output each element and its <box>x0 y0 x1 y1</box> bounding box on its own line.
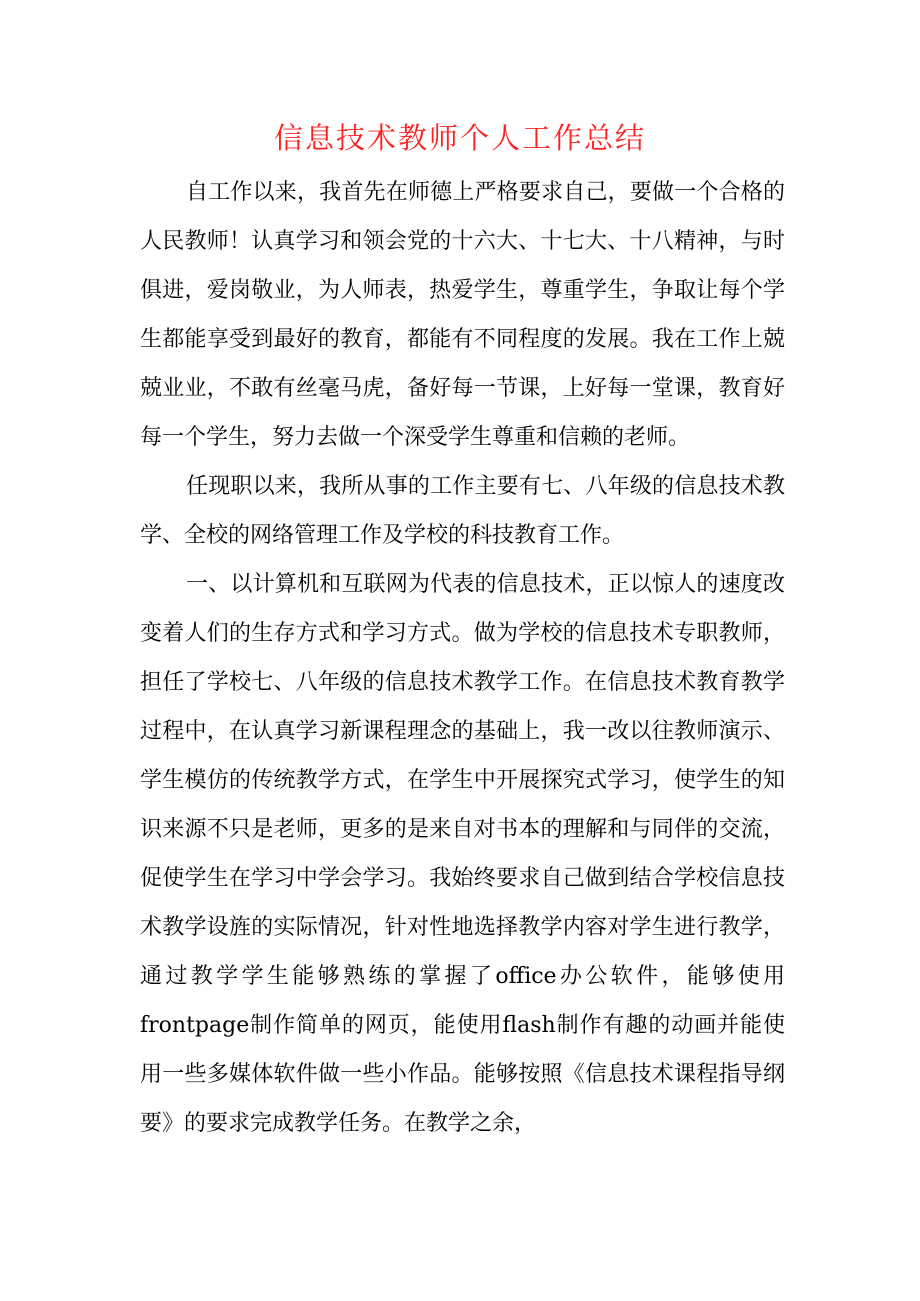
document-body <box>140 168 785 1148</box>
paragraph-2: 任现职以来，我所从事的工作主要有七、八年级的信息技术教学、全校的网络管理工作及学校的科技教育工作。 <box>140 474 785 548</box>
paragraph-3: 一、以计算机和互联网为代表的信息技术，正以惊人的速度改变着人们的生存方式和学习方式。做为学校的信息技术专职教师，担任了学校七、八年级的信息技术教学工作。在信息技术教育教学过程中，在认真学习新课程理念的基础上，我一改以往教师演示、学生模仿的传统教学方式，在学生中开展探究式学习，使学生的知识来源不只是老师，更多的是来自对书本的理解和与同伴的交流，促使学生在学习中学会学习。我始终要求自己做到结合学校信息技术教学设旌的实际情况，针对性地选择教学内容对学生进行教学，通过教学学生能够熟练的掌握了office办公软件，能够使用frontpage制作简单的网页，能使用flash制作有趣的动画并能使用一些多媒体软件做一些小作品。能够按照《信息技术课程指导纲要》的要求完成教学任务。在教学之余， <box>140 572 785 1136</box>
paragraph-1: 自工作以来，我首先在师德上严格要求自己，要做一个合格的人民教师！认真学习和领会党的十六大、十七大、十八精神，与时俱进，爱岗敬业，为人师表，热爱学生，尊重学生，争取让每个学生都能享受到最好的教育，都能有不同程度的发展。我在工作上兢兢业业，不敢有丝毫马虎，备好每一节课，上好每一堂课，教育好每一个学生，努力去做一个深受学生尊重和信赖的老师。 <box>140 180 785 450</box>
document-title: 信息技术教师个人工作总结 <box>273 121 646 155</box>
